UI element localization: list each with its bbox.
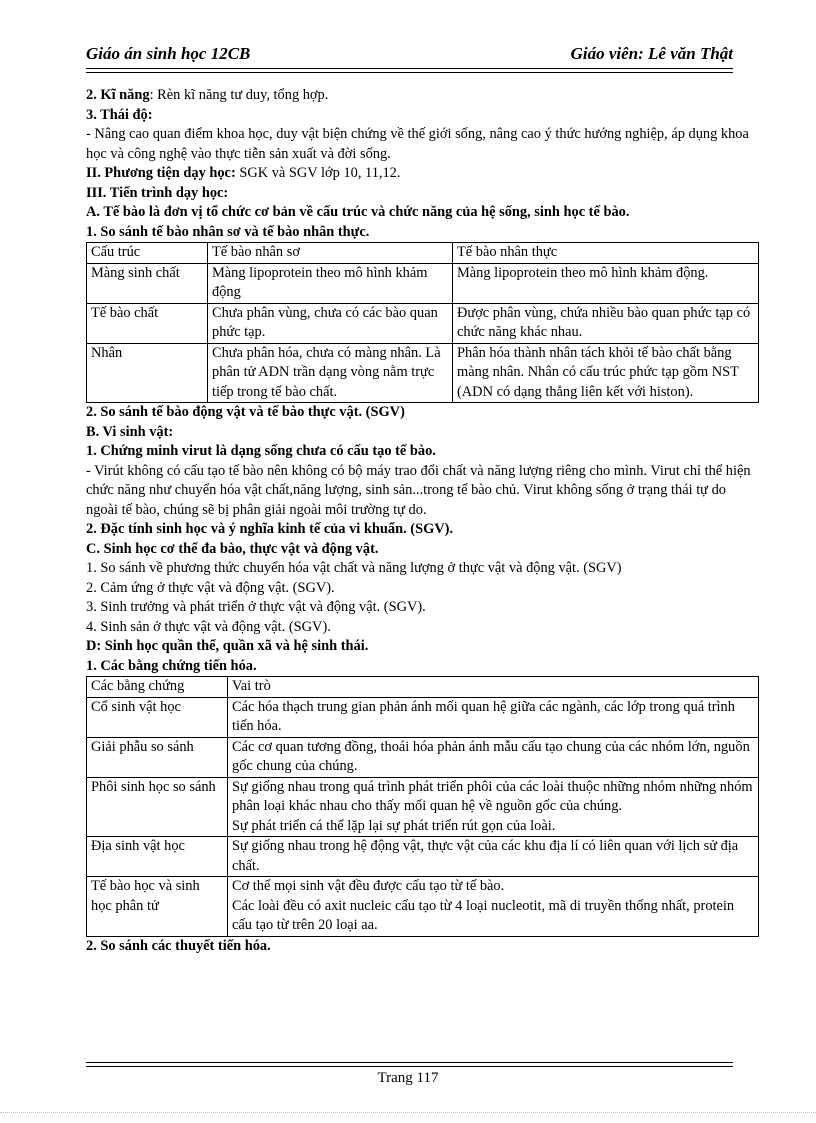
section-a2-heading: 2. So sánh tế bào động vật và tế bào thực vật. (SGV) <box>86 404 405 420</box>
attitude-heading: 3. Thái độ: <box>86 106 153 123</box>
table-cell: Địa sinh vật học <box>87 837 228 877</box>
header-left: Giáo án sinh học 12CB <box>86 44 251 63</box>
table-row <box>87 837 759 877</box>
section-b1-heading: 1. Chứng minh virut là dạng sống chưa có cấu tạo tế bào. <box>86 443 436 459</box>
virus-text: - Virút không có cấu tạo tế bào nên không có bộ máy trao đổi chất và năng lượng riêng cho mình. Virut chỉ thể hiện chức năng như chuyển hóa vật chất,năng lượng, sinh sản...trong tế bào chủ. Virut không sống ở trạng thái tự do ngoài tế bào, chúng sẽ bị phân giải ngoài môi trường tự do. <box>86 462 751 518</box>
table-cell: Được phân vùng, chứa nhiều bào quan phức tạp có chức năng khác nhau. <box>453 303 759 343</box>
table-cell: Chưa phân vùng, chưa có các bào quan phức tạp. <box>208 303 453 343</box>
table-header-cell: Tế bào nhân thực <box>453 243 759 264</box>
section-d1-heading: 1. Các bằng chứng tiến hóa. <box>86 657 257 674</box>
header-right: Giáo viên: Lê văn Thật <box>570 44 733 63</box>
cell-paragraph: Sự giống nhau trong hệ động vật, thực vật của các khu địa lí có liên quan với lịch sử địa chất. <box>232 838 739 874</box>
list-item: 2. Cảm ứng ở thực vật và động vật. (SGV). <box>86 579 335 596</box>
table-row <box>87 263 759 303</box>
list-item: 3. Sinh trưởng và phát triển ở thực vật và động vật. (SGV). <box>86 599 426 615</box>
table-header-cell: Tế bào nhân sơ <box>208 243 453 264</box>
section-d2-heading: 2. So sánh các thuyết tiến hóa. <box>86 937 271 954</box>
header-rule <box>86 68 733 69</box>
table-cell <box>228 877 759 937</box>
section-iii-heading: III. Tiến trình dạy học: <box>86 184 229 201</box>
table-cell: Tế bào chất <box>87 303 208 343</box>
table-cell <box>228 777 759 837</box>
list-item: 4. Sinh sản ở thực vật và động vật. (SGV). <box>86 618 331 635</box>
evolution-evidence-table <box>86 676 759 937</box>
table-cell: Nhân <box>87 343 208 403</box>
table-header-row <box>87 677 759 698</box>
list-item: 1. So sánh về phương thức chuyển hóa vật chất và năng lượng ở thực vật và động vật. (SGV) <box>86 560 622 576</box>
table-row <box>87 777 759 837</box>
cell-paragraph: Sự giống nhau trong quá trình phát triển phôi của các loài thuộc những nhóm những nhóm phân loại khác nhau cho thấy mối quan hệ về nguồn gốc của chúng. <box>232 778 753 814</box>
header-rule-thin <box>86 72 733 73</box>
table-cell <box>228 737 759 777</box>
skill-line: 2. Kĩ năng: Rèn kĩ năng tư duy, tổng hợp. <box>86 87 329 103</box>
table-cell: Màng lipoprotein theo mô hình khảm động <box>208 263 453 303</box>
page-break-line <box>0 1112 816 1113</box>
table-row <box>87 303 759 343</box>
section-d-heading: D: Sinh học quần thể, quần xã và hệ sinh thái. <box>86 638 369 654</box>
page-content <box>86 86 756 956</box>
table-cell: Màng sinh chất <box>87 263 208 303</box>
footer-rule-thin <box>86 1062 733 1063</box>
table-cell: Giải phẫu so sánh <box>87 737 228 777</box>
table-header-cell: Các bằng chứng <box>87 677 228 698</box>
table-row <box>87 737 759 777</box>
table-header-cell: Vai trò <box>228 677 759 698</box>
table-cell: Phân hóa thành nhân tách khỏi tế bào chất bằng màng nhân. Nhân có cấu trúc phức tạp gồm NST (ADN có dạng thẳng liên kết với histon). <box>453 343 759 403</box>
cell-paragraph: Các loài đều có axit nucleic cấu tạo từ 4 loại nucleotit, mã di truyền thống nhất, protein cấu tạo từ trên 20 loại aa. <box>232 897 735 933</box>
cell-paragraph: Các cơ quan tương đồng, thoái hóa phản ánh mẫu cấu tạo chung của các nhóm lớn, nguồn gốc chung của chúng. <box>232 738 750 774</box>
table-cell: Cổ sinh vật học <box>87 697 228 737</box>
table-row <box>87 343 759 403</box>
table-cell <box>228 697 759 737</box>
cell-paragraph: Các hóa thạch trung gian phản ánh mối quan hệ giữa các ngành, các lớp trong quá trình tiến hóa. <box>232 698 735 734</box>
attitude-text: - Nâng cao quan điểm khoa học, duy vật biện chứng về thế giới sống, nâng cao ý thức hướng nghiệp, áp dụng khoa học và công nghệ vào thực tiễn sản xuất và đời sống. <box>86 126 749 162</box>
page-header <box>86 44 733 64</box>
section-b2-heading: 2. Đặc tính sinh học và ý nghĩa kinh tế của vi khuẩn. (SGV). <box>86 521 454 537</box>
cell-paragraph: Cơ thể mọi sinh vật đều được cấu tạo từ tế bào. <box>232 878 505 894</box>
table-cell: Tế bào học và sinh học phân tử <box>87 877 228 937</box>
table-cell: Màng lipoprotein theo mô hình khảm động. <box>453 263 759 303</box>
table-row <box>87 877 759 937</box>
section-b-heading: B. Vi sinh vật: <box>86 423 174 440</box>
table-cell: Phôi sinh học so sánh <box>87 777 228 837</box>
section-a-heading: A. Tế bào là đơn vị tổ chức cơ bản về cấu trúc và chức năng của hệ sống, sinh học tế bào. <box>86 204 630 220</box>
table-row <box>87 697 759 737</box>
table-cell <box>228 837 759 877</box>
table-header-row <box>87 243 759 264</box>
footer-rule <box>86 1066 733 1067</box>
cell-comparison-table <box>86 242 759 403</box>
section-c-heading: C. Sinh học cơ thể đa bào, thực vật và động vật. <box>86 540 379 557</box>
cell-paragraph: Sự phát triển cá thể lặp lại sự phát triển rút gọn của loài. <box>232 817 556 834</box>
table-cell: Chưa phân hóa, chưa có màng nhân. Là phân tử ADN trần dạng vòng nằm trực tiếp trong tế bào chất. <box>208 343 453 403</box>
materials-line: II. Phương tiện dạy học: SGK và SGV lớp 10, 11,12. <box>86 165 401 181</box>
section-a1-heading: 1. So sánh tế bào nhân sơ và tế bào nhân thực. <box>86 223 370 240</box>
page-number: Trang 117 <box>377 1070 439 1086</box>
table-header-cell: Cấu trúc <box>87 243 208 264</box>
